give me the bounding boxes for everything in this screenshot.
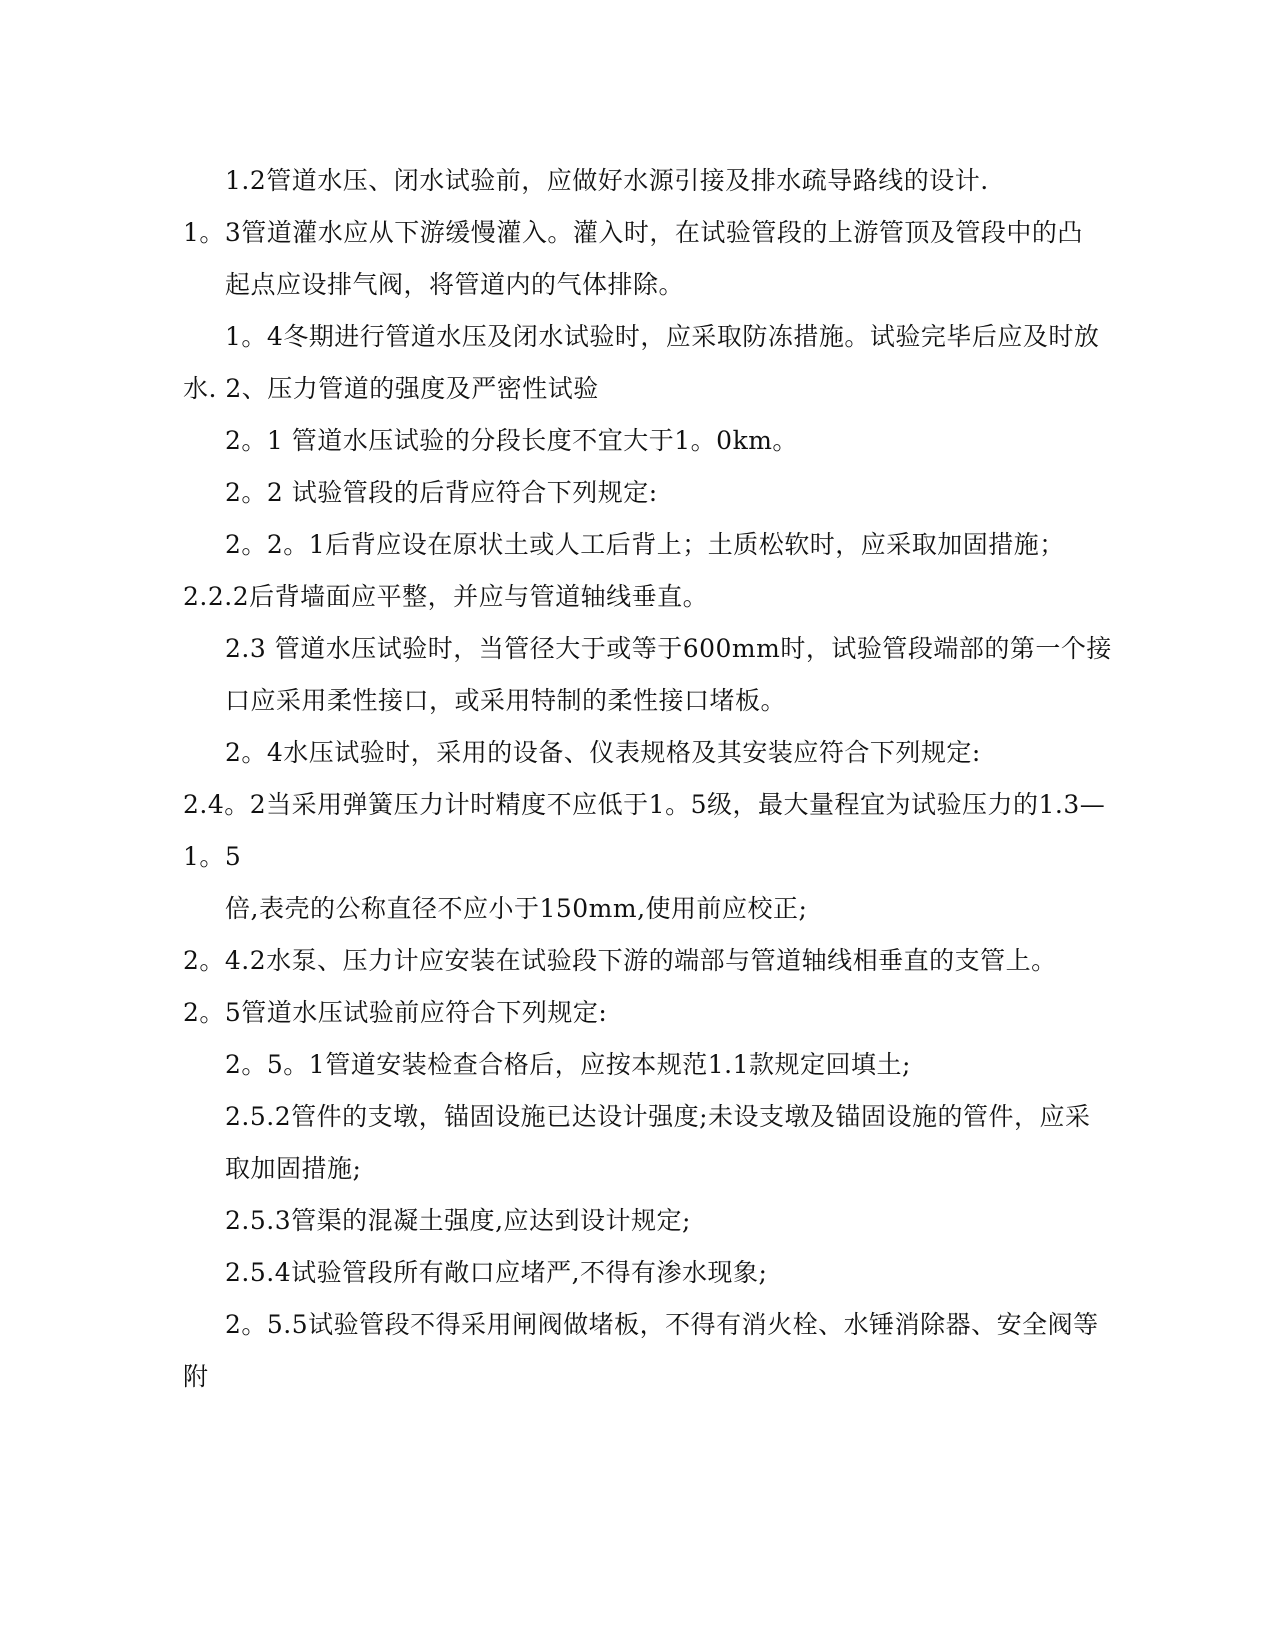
text-line: 口应采用柔性接口，或采用特制的柔性接口堵板。	[225, 686, 787, 715]
text-line: 2。2。1后背应设在原状土或人工后背上；土质松软时，应采取加固措施；	[225, 530, 1065, 559]
text-line: 1。5	[183, 842, 242, 871]
text-line: 2.5.4试验管段所有敞口应堵严,不得有渗水现象;	[225, 1258, 768, 1287]
text-line: 2.2.2后背墙面应平整，并应与管道轴线垂直。	[183, 582, 709, 611]
text-line: 倍,表壳的公称直径不应小于150mm,使用前应校正;	[225, 894, 808, 923]
text-line: 2.3 管道水压试验时，当管径大于或等于600mm时，试验管段端部的第一个接	[225, 634, 1112, 663]
text-line: 2。1 管道水压试验的分段长度不宜大于1。0km。	[225, 426, 798, 455]
text-line: 附	[183, 1362, 209, 1391]
text-line: 1。3管道灌水应从下游缓慢灌入。灌入时，在试验管段的上游管顶及管段中的凸	[183, 218, 1083, 247]
text-line: 2.4。2当采用弹簧压力计时精度不应低于1。5级，最大量程宜为试验压力的1.3—	[183, 790, 1106, 819]
text-line: 1。4冬期进行管道水压及闭水试验时，应采取防冻措施。试验完毕后应及时放	[225, 322, 1100, 351]
text-line: 水. 2、压力管道的强度及严密性试验	[183, 374, 599, 403]
text-line: 2。4水压试验时，采用的设备、仪表规格及其安装应符合下列规定:	[225, 738, 981, 767]
text-line: 2。5。1管道安装检查合格后，应按本规范1.1款规定回填土;	[225, 1050, 911, 1079]
text-line: 2。5管道水压试验前应符合下列规定:	[183, 998, 608, 1027]
text-line: 1.2管道水压、闭水试验前，应做好水源引接及排水疏导路线的设计.	[225, 166, 989, 195]
text-line: 2。2 试验管段的后背应符合下列规定:	[225, 478, 658, 507]
text-line: 2.5.2管件的支墩，锚固设施已达设计强度;未设支墩及锚固设施的管件，应采	[225, 1102, 1091, 1131]
text-line: 取加固措施;	[225, 1154, 362, 1183]
text-line: 起点应设排气阀，将管道内的气体排除。	[225, 270, 685, 299]
text-line: 2。4.2水泵、压力计应安装在试验段下游的端部与管道轴线相垂直的支管上。	[183, 946, 1057, 975]
text-line: 2。5.5试验管段不得采用闸阀做堵板，不得有消火栓、水锤消除器、安全阀等	[225, 1310, 1099, 1339]
text-line: 2.5.3管渠的混凝土强度,应达到设计规定;	[225, 1206, 691, 1235]
